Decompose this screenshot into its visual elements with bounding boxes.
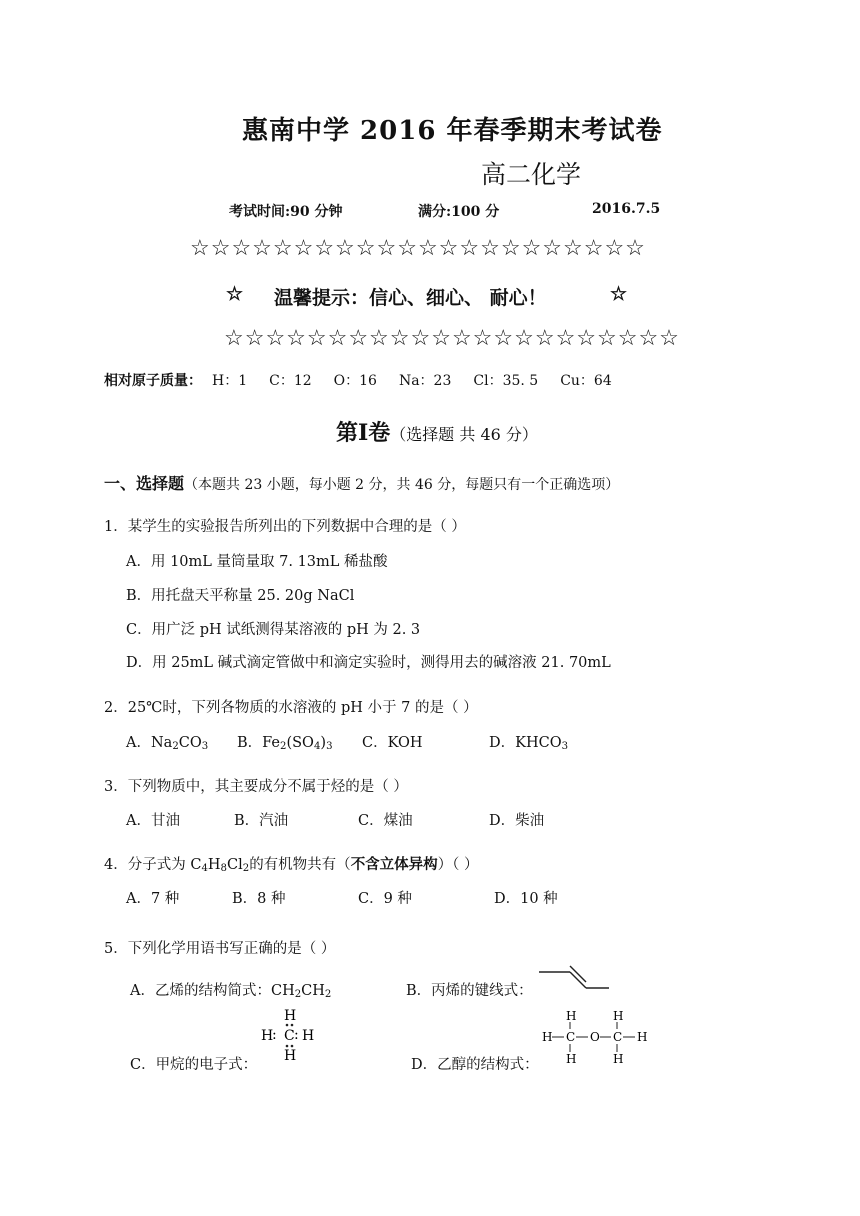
ethanol-c1: C xyxy=(566,1030,576,1044)
q1-option-c: C．用广泛 pH 试纸测得某溶液的 pH 为 2. 3 xyxy=(126,622,421,638)
q2-option-c: C．KOH xyxy=(362,735,423,751)
ethanol-structural-formula xyxy=(540,1008,652,1068)
q3-option-d: D．柴油 xyxy=(489,813,545,829)
atomic-masses-label: 相对原子质量： xyxy=(104,373,202,389)
ethanol-h2: H xyxy=(613,1009,624,1023)
atomic-mass-cl: Cl：35. 5 xyxy=(473,373,539,389)
q5-option-d: D．乙醇的结构式： xyxy=(411,1057,539,1073)
atomic-mass-h: H：1 xyxy=(212,373,248,389)
q2-stem: 2．25℃时，下列各物质的水溶液的 pH 小于 7 的是（ ） xyxy=(104,700,478,716)
exam-title: 惠南中学 2016 年春季期末考试卷 xyxy=(242,116,663,146)
part-heading-title: 一、选择题 xyxy=(104,474,185,493)
q5-option-a: A．乙烯的结构简式：$CH_2CH_2$ xyxy=(130,983,332,1000)
q4-stem: 4．分子式为 $C_4H_8Cl_2$的有机物共有（不含立体异构）（ ） xyxy=(104,856,479,874)
q1-option-d: D．用 25mL 碱式滴定管做中和滴定实验时，测得用去的碱溶液 21. 70mL xyxy=(126,655,611,671)
q5-stem: 5．下列化学用语书写正确的是（ ） xyxy=(104,941,336,957)
ethanol-o: O xyxy=(590,1030,600,1044)
q5-option-b: B．丙烯的键线式： xyxy=(406,983,533,999)
q2-option-b: B．$Fe_2(SO_4)_3$ xyxy=(237,735,333,752)
q1-stem: 1．某学生的实验报告所列出的下列数据中合理的是（ ） xyxy=(104,519,466,535)
q4-option-b: B．8 种 xyxy=(232,891,286,907)
part-heading xyxy=(104,471,619,494)
ethanol-h4: H xyxy=(637,1030,648,1044)
full-score: 满分:100 分 xyxy=(418,204,500,220)
q2-option-a: A．$Na_2CO_3$ xyxy=(126,735,209,752)
tip-star-left: ☆ xyxy=(226,283,244,305)
methane-h-top: H xyxy=(284,1008,297,1024)
stars-row-bottom: ☆☆☆☆☆☆☆☆☆☆☆☆☆☆☆☆☆☆☆☆☆☆ xyxy=(224,326,680,351)
q4-option-c: C．9 种 xyxy=(358,891,412,907)
q5-option-c: C．甲烷的电子式： xyxy=(130,1057,258,1073)
exam-date: 2016.7.5 xyxy=(592,201,661,217)
exam-time: 考试时间:90 分钟 xyxy=(229,204,343,220)
methane-h-right: H xyxy=(302,1028,315,1044)
q3-option-c: C．煤油 xyxy=(358,813,413,829)
ethanol-c2: C xyxy=(613,1030,623,1044)
q1-option-b: B．用托盘天平称量 25. 20g NaCl xyxy=(126,588,355,604)
ethanol-h6: H xyxy=(613,1052,624,1066)
ethanol-h5: H xyxy=(566,1052,577,1066)
q3-option-b: B．汽油 xyxy=(234,813,289,829)
ethanol-h3: H xyxy=(542,1030,553,1044)
methane-h-bottom: H xyxy=(284,1048,297,1064)
tip-star-right: ☆ xyxy=(610,283,628,305)
methane-colon-left: : xyxy=(272,1027,277,1043)
section-subtitle: （选择题 共 46 分） xyxy=(390,425,538,444)
atomic-mass-c: C：12 xyxy=(269,373,312,389)
methane-h-left: H xyxy=(261,1028,274,1044)
propene-skeletal-figure xyxy=(536,962,612,992)
ethanol-h1: H xyxy=(566,1009,577,1023)
atomic-mass-na: Na：23 xyxy=(398,373,452,389)
methane-colon-right: : xyxy=(294,1027,299,1043)
tip-text: 温馨提示：信心、细心、 耐心！ xyxy=(274,287,547,309)
q4-option-a: A．7 种 xyxy=(126,891,180,907)
methane-c: C xyxy=(284,1028,295,1044)
atomic-masses-line xyxy=(104,370,612,390)
section-title xyxy=(336,416,538,447)
q3-stem: 3．下列物质中，其主要成分不属于烃的是（ ） xyxy=(104,779,408,795)
methane-electron-formula xyxy=(258,1006,322,1066)
stars-row-top: ☆☆☆☆☆☆☆☆☆☆☆☆☆☆☆☆☆☆☆☆☆☆ xyxy=(190,236,646,261)
part-heading-note: （本题共 23 小题，每小题 2 分，共 46 分，每题只有一个正确选项） xyxy=(184,477,620,493)
atomic-mass-cu: Cu：64 xyxy=(560,373,612,389)
section-name: 第Ⅰ卷 xyxy=(336,420,391,446)
q2-option-d: D．$KHCO_3$ xyxy=(489,735,569,752)
q4-bold-note: 不含立体异构 xyxy=(350,856,438,873)
atomic-mass-o: O：16 xyxy=(333,373,377,389)
exam-subtitle: 高二化学 xyxy=(481,160,582,189)
q3-option-a: A．甘油 xyxy=(126,813,180,829)
q4-option-d: D．10 种 xyxy=(494,891,558,907)
q1-option-a: A．用 10mL 量筒量取 7. 13mL 稀盐酸 xyxy=(126,554,388,570)
